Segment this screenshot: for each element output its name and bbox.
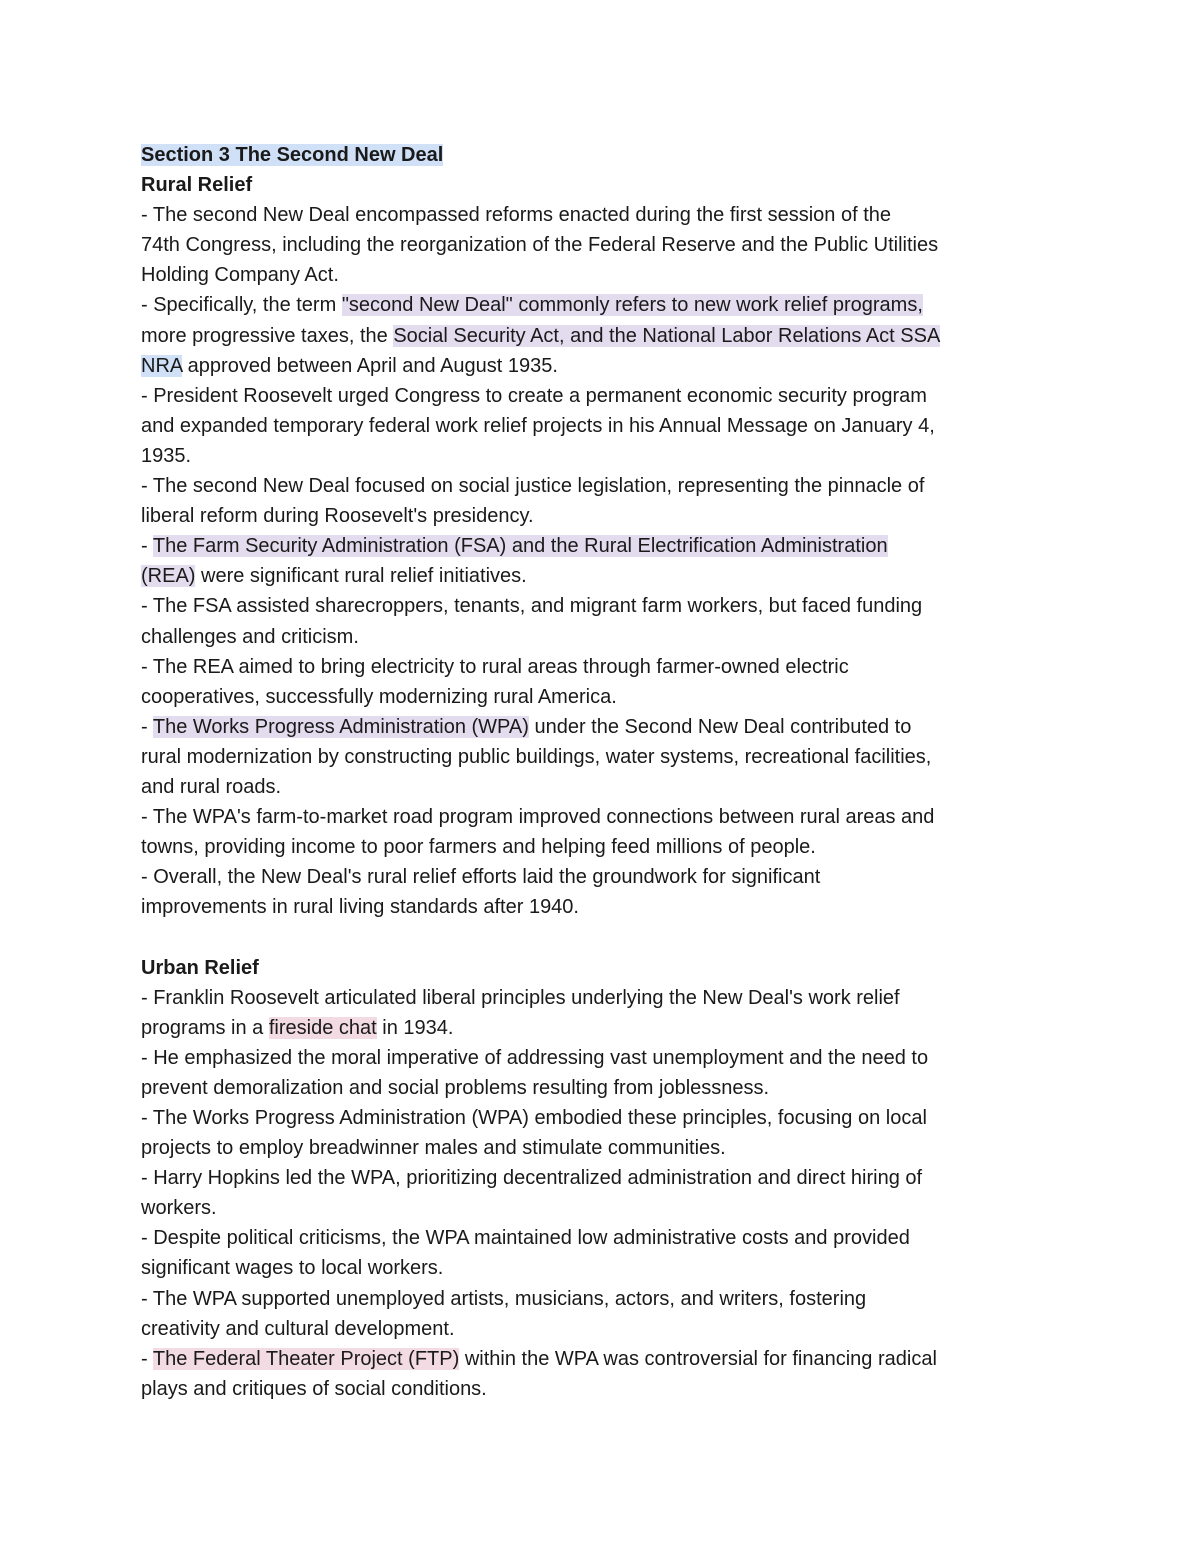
text-line: cooperatives, successfully modernizing rural America. (141, 685, 617, 708)
text-line: - He emphasized the moral imperative of addressing vast unemployment and the need to (141, 1046, 929, 1069)
text-line: rural modernization by constructing public buildings, water systems, recreational facilities, (141, 745, 932, 768)
text-span: more progressive taxes, the (141, 324, 394, 347)
text-line: creativity and cultural development. (141, 1317, 455, 1340)
highlighted-text: The Works Progress Administration (WPA) (152, 715, 529, 738)
text-line (141, 1344, 1071, 1374)
text-span: under the Second New Deal contributed to (528, 715, 912, 738)
text-line: - The Works Progress Administration (WPA) embodied these principles, focusing on local (141, 1107, 927, 1129)
text-line: liberal reform during Roosevelt's presidency. (141, 505, 534, 528)
text-line: - Harry Hopkins led the WPA, prioritizing decentralized administration and direct hiring of (141, 1167, 923, 1190)
highlighted-text: "second New Deal" commonly refers to new work relief programs, (341, 294, 923, 317)
text-line (141, 712, 1071, 742)
text-line (141, 321, 1071, 351)
text-line (141, 290, 1071, 320)
urban-relief-heading: Urban Relief (141, 956, 259, 979)
highlighted-text: fireside chat (268, 1016, 377, 1039)
text-line (141, 351, 1071, 381)
blank-line (141, 922, 1071, 952)
text-line: - The REA aimed to bring electricity to rural areas through farmer-owned electric (141, 655, 849, 678)
text-span: approved between April and August 1935. (182, 354, 558, 377)
text-line: challenges and criticism. (141, 625, 359, 648)
text-line: - Despite political criticisms, the WPA maintained low administrative costs and provided (141, 1227, 910, 1250)
text-line: - The WPA supported unemployed artists, musicians, actors, and writers, fostering (141, 1287, 867, 1310)
text-line: - Overall, the New Deal's rural relief efforts laid the groundwork for significant (141, 866, 821, 889)
text-span: programs in a (141, 1016, 269, 1039)
highlighted-text: The Federal Theater Project (FTP) (152, 1347, 460, 1370)
text-line: - Franklin Roosevelt articulated liberal principles underlying the New Deal's work relief (141, 986, 900, 1009)
text-line: prevent demoralization and social problems resulting from joblessness. (141, 1076, 770, 1099)
highlighted-text: NRA (141, 354, 183, 377)
text-line: - The second New Deal focused on social justice legislation, representing the pinnacle of (141, 475, 925, 498)
document-body (141, 140, 1071, 1404)
text-span: - (141, 1347, 153, 1370)
text-line: - The second New Deal encompassed reforms enacted during the first session of the (141, 204, 892, 227)
text-line: Holding Company Act. (141, 264, 339, 287)
text-line (141, 1013, 1071, 1043)
text-line: workers. (141, 1197, 217, 1220)
text-span: were significant rural relief initiatives. (195, 565, 527, 588)
text-line: and rural roads. (141, 775, 282, 798)
text-line: 1935. (141, 444, 192, 467)
text-line: - The FSA assisted sharecroppers, tenants, and migrant farm workers, but faced funding (141, 595, 923, 618)
text-line: improvements in rural living standards after 1940. (141, 896, 579, 919)
text-line: 74th Congress, including the reorganization of the Federal Reserve and the Public Utilities (141, 234, 939, 257)
text-span: - (141, 715, 153, 738)
text-line (141, 561, 1071, 591)
text-line: - President Roosevelt urged Congress to create a permanent economic security program (141, 384, 927, 407)
text-line: and expanded temporary federal work relief projects in his Annual Message on January 4, (141, 414, 935, 437)
text-span: - (141, 535, 153, 558)
text-span: - Specifically, the term (141, 294, 342, 317)
text-span: within the WPA was controversial for financing radical (459, 1347, 937, 1370)
text-line: significant wages to local workers. (141, 1257, 444, 1280)
highlighted-text: (REA) (141, 565, 196, 588)
highlighted-text: Social Security Act, and the National Labor Relations Act SSA (393, 324, 941, 347)
text-span: in 1934. (376, 1016, 454, 1039)
text-line: plays and critiques of social conditions. (141, 1377, 487, 1400)
text-line: projects to employ breadwinner males and stimulate communities. (141, 1137, 726, 1160)
section-title-text: Section 3 The Second New Deal (141, 144, 444, 166)
text-line: - The WPA's farm-to-market road program improved connections between rural areas and (141, 806, 935, 829)
rural-relief-heading: Rural Relief (141, 174, 253, 197)
text-line (141, 531, 1071, 561)
highlighted-text: The Farm Security Administration (FSA) and the Rural Electrification Administration (152, 535, 888, 558)
text-line: towns, providing income to poor farmers and helping feed millions of people. (141, 836, 816, 859)
section-title (141, 140, 1071, 170)
